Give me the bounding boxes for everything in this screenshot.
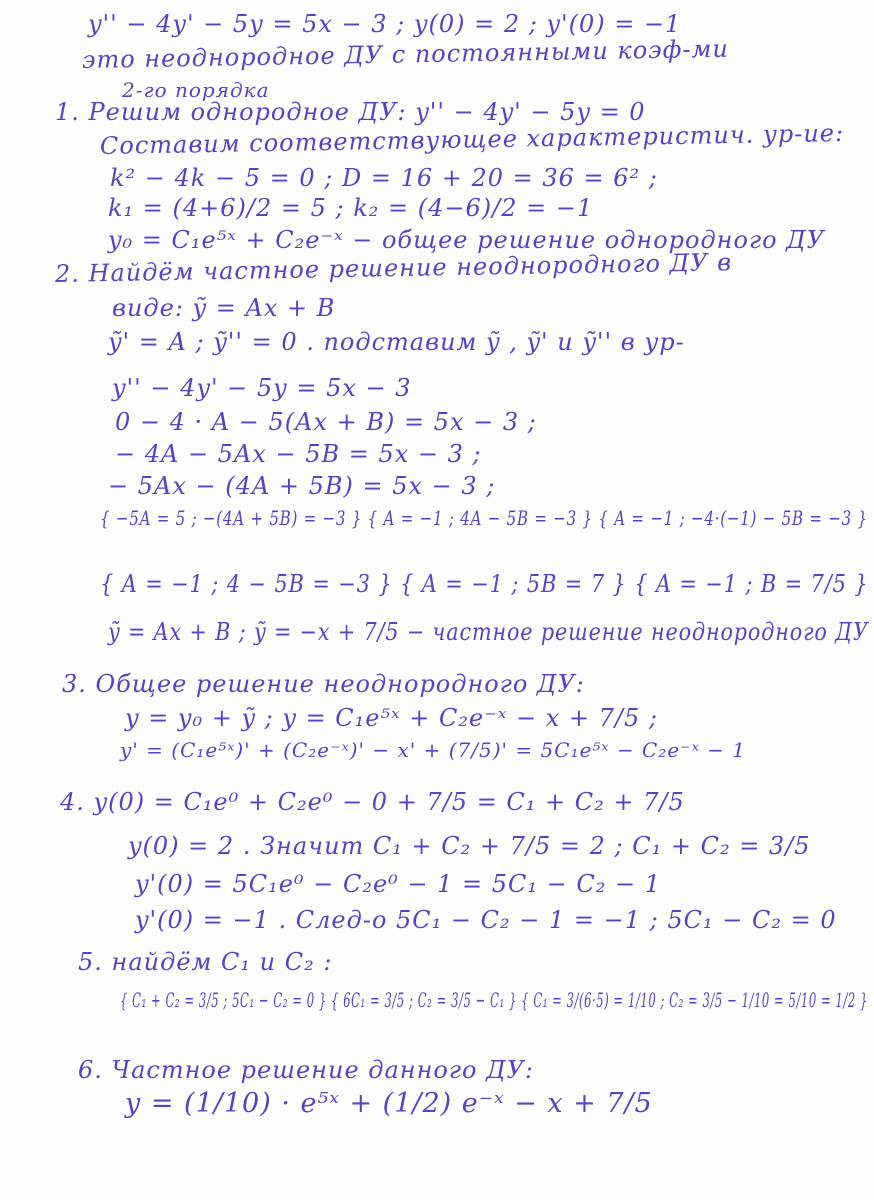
problem-description-cont: 2-го порядка: [122, 78, 270, 102]
step-4-condition-1: y(0) = 2 . Значит C₁ + C₂ + 7/5 = 2 ; C₁ + C₂ = 3/5: [128, 832, 811, 860]
characteristic-equation: k² − 4k − 5 = 0 ; D = 16 + 20 = 36 = 6² ;: [110, 164, 658, 192]
general-solution-derivative: y' = (C₁e⁵ˣ)' + (C₂e⁻ˣ)' − x' + (7/5)' = 5C₁e⁵ˣ − C₂e⁻ˣ − 1: [120, 738, 747, 762]
step-4-condition-2: y'(0) = −1 . След-о 5C₁ − C₂ − 1 = −1 ; 5C₁ − C₂ = 0: [135, 906, 837, 934]
step-2-ansatz: виде: ỹ = Ax + B: [112, 294, 336, 322]
coefficient-systems-1: { −5A = 5 ; −(4A + 5B) = −3 } { A = −1 ; 4A − 5B = −3 } { A = −1 ; −4·(−1) − 5B = −3 }: [100, 506, 868, 530]
step-6-heading: 6. Частное решение данного ДУ:: [78, 1056, 535, 1084]
problem-description: это неоднородное ДУ с постоянными коэф-ми: [81, 34, 730, 74]
homogeneous-solution: y₀ = C₁e⁵ˣ + C₂e⁻ˣ − общее решение однородного ДУ: [108, 226, 826, 254]
substitution-1: 0 − 4 · A − 5(Ax + B) = 5x − 3 ;: [115, 408, 537, 436]
characteristic-roots: k₁ = (4+6)/2 = 5 ; k₂ = (4−6)/2 = −1: [108, 194, 594, 222]
problem-equation: y'' − 4y' − 5y = 5x − 3 ; y(0) = 2 ; y'(0) = −1: [88, 10, 682, 38]
general-solution: y = y₀ + ỹ ; y = C₁e⁵ˣ + C₂e⁻ˣ − x + 7/5 ;: [125, 704, 658, 732]
step-3-heading: 3. Общее решение неоднородного ДУ:: [62, 670, 585, 698]
step-1-heading: 1. Решим однородное ДУ: y'' − 4y' − 5y = 0: [55, 98, 646, 126]
final-solution: y = (1/10) · e⁵ˣ + (1/2) e⁻ˣ − x + 7/5: [125, 1088, 653, 1119]
particular-solution: ỹ = Ax + B ; ỹ = −x + 7/5 − частное решение неоднородного ДУ: [108, 618, 869, 646]
substitution-3: − 5Ax − (4A + 5B) = 5x − 3 ;: [108, 472, 496, 500]
constants-systems: { C₁ + C₂ = 3/5 ; 5C₁ − C₂ = 0 } { 6C₁ = 3/5 ; C₂ = 3/5 − C₁ } { C₁ = 3/(6·5) = 1/10 ; C₂ = 3/5 − 1/10 = 5/10 = 1/2 }: [120, 988, 868, 1012]
step-5-heading: 5. найдём C₁ и C₂ :: [78, 948, 333, 976]
ansatz-derivatives: ỹ' = A ; ỹ'' = 0 . подставим ỹ , ỹ' и ỹ'' в ур-: [108, 328, 685, 356]
step-1-characteristic-label: Составим соответствующее характеристич. ур-ие:: [99, 119, 845, 160]
step-2-heading: 2. Найдём частное решение неоднородного ДУ в: [54, 248, 733, 288]
step-4-initial-yprime: y'(0) = 5C₁e⁰ − C₂e⁰ − 1 = 5C₁ − C₂ − 1: [135, 870, 662, 898]
step-4-initial-y: 4. y(0) = C₁e⁰ + C₂e⁰ − 0 + 7/5 = C₁ + C₂ + 7/5: [60, 788, 685, 816]
equation-restated: y'' − 4y' − 5y = 5x − 3: [112, 374, 412, 402]
substitution-2: − 4A − 5Ax − 5B = 5x − 3 ;: [115, 440, 482, 468]
coefficient-systems-2: { A = −1 ; 4 − 5B = −3 } { A = −1 ; 5B = 7 } { A = −1 ; B = 7/5 }: [100, 570, 869, 598]
